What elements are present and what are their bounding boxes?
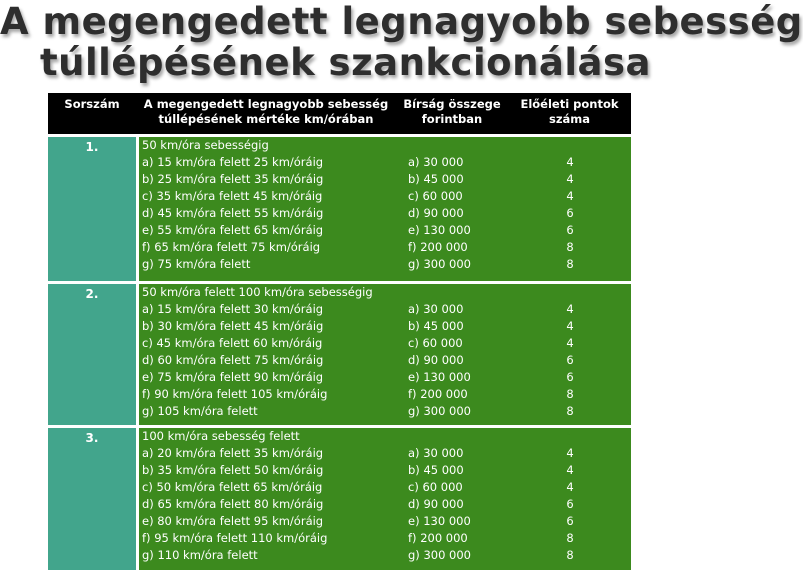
range-cell: a) 15 km/óra felett 25 km/óráig	[142, 155, 324, 169]
range-cell: d) 65 km/óra felett 80 km/óráig	[142, 497, 324, 511]
table-group-2	[48, 284, 631, 425]
table-row	[139, 256, 631, 273]
range-cell: g) 110 km/óra felett	[142, 548, 258, 562]
table-row	[139, 369, 631, 386]
group-body	[139, 137, 631, 281]
table-row	[139, 462, 631, 479]
points-cell: 4	[566, 189, 574, 203]
table-group-1	[48, 137, 631, 281]
fine-cell: e) 130 000	[408, 223, 471, 237]
table-row	[139, 403, 631, 420]
points-cell: 8	[566, 387, 574, 401]
table-row	[139, 386, 631, 403]
header-speed-range-line2: túllépésének mértéke km/órában	[158, 112, 374, 126]
table-row	[139, 530, 631, 547]
points-cell: 4	[566, 302, 574, 316]
range-cell: d) 45 km/óra felett 55 km/óráig	[142, 206, 324, 220]
group-number: 2.	[48, 284, 136, 425]
header-points-line1: Előéleti pontok	[520, 97, 619, 111]
range-cell: d) 60 km/óra felett 75 km/óráig	[142, 353, 324, 367]
points-cell: 4	[566, 319, 574, 333]
header-sorszam: Sorszám	[64, 97, 120, 111]
range-cell: e) 75 km/óra felett 90 km/óráig	[142, 370, 324, 384]
points-cell: 6	[566, 206, 574, 220]
points-cell: 8	[566, 404, 574, 418]
header-fine-line1: Bírság összege	[403, 97, 501, 111]
range-cell: e) 55 km/óra felett 65 km/óráig	[142, 223, 324, 237]
header-fine-line2: forintban	[421, 112, 483, 126]
points-cell: 8	[566, 240, 574, 254]
table-row	[139, 205, 631, 222]
points-cell: 8	[566, 257, 574, 271]
fine-cell: d) 90 000	[408, 353, 464, 367]
range-cell: c) 45 km/óra felett 60 km/óráig	[142, 336, 323, 350]
points-cell: 6	[566, 514, 574, 528]
table-row	[139, 154, 631, 171]
range-cell: c) 50 km/óra felett 65 km/óráig	[142, 480, 323, 494]
fine-cell: f) 200 000	[408, 387, 468, 401]
range-cell: g) 75 km/óra felett	[142, 257, 251, 271]
fine-cell: f) 200 000	[408, 531, 468, 545]
range-cell: b) 35 km/óra felett 50 km/óráig	[142, 463, 324, 477]
group-heading-text: 50 km/óra sebességig	[142, 138, 269, 152]
points-cell: 4	[566, 446, 574, 460]
range-cell: b) 25 km/óra felett 35 km/óráig	[142, 172, 324, 186]
table-row	[139, 301, 631, 318]
points-cell: 4	[566, 172, 574, 186]
fine-cell: d) 90 000	[408, 497, 464, 511]
table-row	[139, 188, 631, 205]
points-cell: 6	[566, 497, 574, 511]
fine-cell: b) 45 000	[408, 172, 464, 186]
fine-cell: g) 300 000	[408, 257, 471, 271]
table-row	[139, 352, 631, 369]
range-cell: f) 90 km/óra felett 105 km/óráig	[142, 387, 328, 401]
group-heading-text: 50 km/óra felett 100 km/óra sebességig	[142, 285, 373, 299]
range-cell: a) 15 km/óra felett 30 km/óráig	[142, 302, 324, 316]
table-group-3	[48, 428, 631, 570]
group-heading	[139, 284, 631, 301]
table-row	[139, 513, 631, 530]
fine-cell: g) 300 000	[408, 404, 471, 418]
range-cell: c) 35 km/óra felett 45 km/óráig	[142, 189, 323, 203]
header-fine	[398, 97, 506, 127]
header-speed-range-line1: A megengedett legnagyobb sebesség	[143, 97, 389, 111]
group-number: 1.	[48, 137, 136, 281]
group-body	[139, 428, 631, 570]
fine-cell: f) 200 000	[408, 240, 468, 254]
fine-cell: e) 130 000	[408, 370, 471, 384]
range-cell: f) 95 km/óra felett 110 km/óráig	[142, 531, 328, 545]
points-cell: 8	[566, 531, 574, 545]
fine-cell: e) 130 000	[408, 514, 471, 528]
points-cell: 4	[566, 336, 574, 350]
group-heading	[139, 428, 631, 445]
table-row	[139, 222, 631, 239]
points-cell: 6	[566, 223, 574, 237]
table-header	[48, 93, 631, 134]
table-row	[139, 335, 631, 352]
table-row	[139, 239, 631, 256]
fine-cell: c) 60 000	[408, 480, 463, 494]
header-points	[508, 97, 631, 127]
table-row	[139, 547, 631, 564]
points-cell: 4	[566, 155, 574, 169]
title-line-1: A megengedett legnagyobb sebesség	[0, 0, 803, 43]
fine-cell: g) 300 000	[408, 548, 471, 562]
fine-cell: a) 30 000	[408, 302, 464, 316]
range-cell: a) 20 km/óra felett 35 km/óráig	[142, 446, 324, 460]
points-cell: 6	[566, 370, 574, 384]
header-points-line2: száma	[548, 112, 591, 126]
header-speed-range	[136, 97, 396, 127]
group-heading-text: 100 km/óra sebesség felett	[142, 429, 300, 443]
table-row	[139, 318, 631, 335]
table-row	[139, 496, 631, 513]
table-row	[139, 479, 631, 496]
fine-cell: a) 30 000	[408, 446, 464, 460]
range-cell: e) 80 km/óra felett 95 km/óráig	[142, 514, 324, 528]
range-cell: b) 30 km/óra felett 45 km/óráig	[142, 319, 324, 333]
fine-cell: c) 60 000	[408, 189, 463, 203]
range-cell: g) 105 km/óra felett	[142, 404, 258, 418]
points-cell: 4	[566, 480, 574, 494]
fine-cell: b) 45 000	[408, 319, 464, 333]
group-heading	[139, 137, 631, 154]
fine-cell: b) 45 000	[408, 463, 464, 477]
group-number: 3.	[48, 428, 136, 570]
points-cell: 8	[566, 548, 574, 562]
fine-cell: a) 30 000	[408, 155, 464, 169]
points-cell: 4	[566, 463, 574, 477]
table-row	[139, 445, 631, 462]
table-row	[139, 171, 631, 188]
fine-cell: c) 60 000	[408, 336, 463, 350]
points-cell: 6	[566, 353, 574, 367]
group-body	[139, 284, 631, 425]
title-line-2: túllépésének szankcionálása	[39, 41, 652, 84]
fine-cell: d) 90 000	[408, 206, 464, 220]
range-cell: f) 65 km/óra felett 75 km/óráig	[142, 240, 321, 254]
